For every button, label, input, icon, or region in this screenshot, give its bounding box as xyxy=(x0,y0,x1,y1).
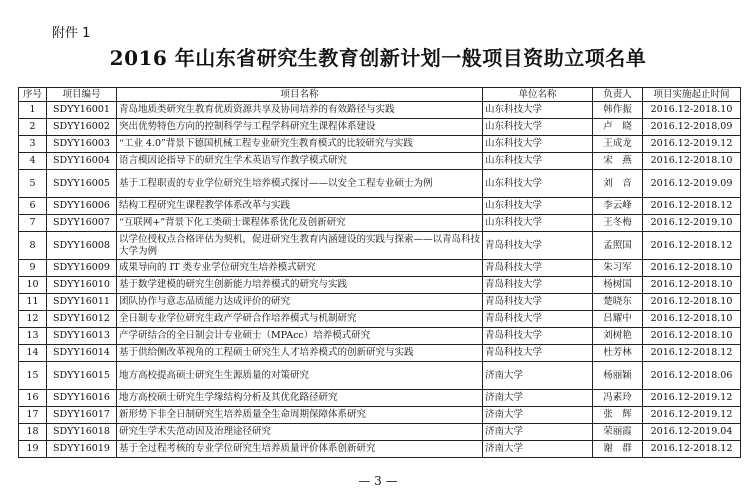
table-row xyxy=(19,119,741,136)
row-index: 8 xyxy=(19,232,47,260)
table-row xyxy=(19,311,741,328)
period: 2016.12-2018.12 xyxy=(643,441,741,458)
project-id: SDYY16007 xyxy=(47,215,117,232)
table-row xyxy=(19,153,741,170)
table-row xyxy=(19,232,741,260)
project-name: 团队协作与意志品质能力达成评价的研究 xyxy=(117,294,483,311)
table-row xyxy=(19,424,741,441)
project-id: SDYY16003 xyxy=(47,136,117,153)
unit-name: 山东科技大学 xyxy=(483,102,593,119)
project-name: 基于全过程考核的专业学位研究生培养质量评价体系创新研究 xyxy=(117,441,483,458)
row-index: 1 xyxy=(19,102,47,119)
leader: 王成龙 xyxy=(593,136,643,153)
project-name: 青岛地质类研究生教育优质资源共享及协同培养的有效路径与实践 xyxy=(117,102,483,119)
header-project-name: 项目名称 xyxy=(117,88,483,102)
row-index: 15 xyxy=(19,362,47,390)
project-id: SDYY16002 xyxy=(47,119,117,136)
period: 2016.12-2019.09 xyxy=(643,170,741,198)
project-name: 新形势下非全日制研究生培养质量全生命周期保障体系研究 xyxy=(117,407,483,424)
project-name: 全日制专业学位研究生政产学研合作培养模式与机制研究 xyxy=(117,311,483,328)
table-row xyxy=(19,102,741,119)
row-index: 19 xyxy=(19,441,47,458)
unit-name: 青岛科技大学 xyxy=(483,260,593,277)
table-row xyxy=(19,407,741,424)
unit-name: 山东科技大学 xyxy=(483,215,593,232)
row-index: 10 xyxy=(19,277,47,294)
leader: 卢 晓 xyxy=(593,119,643,136)
unit-name: 济南大学 xyxy=(483,390,593,407)
project-name: 突出优势特色方向的控制科学与工程学科研究生课程体系建设 xyxy=(117,119,483,136)
header-index: 序号 xyxy=(19,88,47,102)
period: 2016.12-2018.10 xyxy=(643,328,741,345)
unit-name: 济南大学 xyxy=(483,362,593,390)
unit-name: 山东科技大学 xyxy=(483,170,593,198)
project-id: SDYY16016 xyxy=(47,390,117,407)
table-row xyxy=(19,328,741,345)
table-row xyxy=(19,362,741,390)
project-name: 基于数学建模的研究生创新能力培养模式的研究与实践 xyxy=(117,277,483,294)
project-name: “工业 4.0”背景下德国机械工程专业研究生教育模式的比较研究与实践 xyxy=(117,136,483,153)
period: 2016.12-2018.09 xyxy=(643,119,741,136)
row-index: 2 xyxy=(19,119,47,136)
project-name: 地方高校硕士研究生学缘结构分析及其优化路径研究 xyxy=(117,390,483,407)
project-name: 地方高校提高硕士研究生生源质量的对策研究 xyxy=(117,362,483,390)
page-number: — 3 — xyxy=(358,474,398,488)
unit-name: 青岛科技大学 xyxy=(483,311,593,328)
period: 2016.12-2019.12 xyxy=(643,407,741,424)
row-index: 18 xyxy=(19,424,47,441)
leader: 杨丽颖 xyxy=(593,362,643,390)
period: 2016.12-2018.12 xyxy=(643,345,741,362)
project-id: SDYY16018 xyxy=(47,424,117,441)
project-id: SDYY16010 xyxy=(47,277,117,294)
project-name: 以学位授权点合格评估为契机，促进研究生教育内涵建设的实践与探索——以青岛科技大学为例 xyxy=(117,232,483,260)
leader: 楚晓东 xyxy=(593,294,643,311)
document-title: 2016 年山东省研究生教育创新计划一般项目资助立项名单 xyxy=(109,46,647,70)
row-index: 14 xyxy=(19,345,47,362)
project-id: SDYY16008 xyxy=(47,232,117,260)
period: 2016.12-2018.10 xyxy=(643,102,741,119)
row-index: 11 xyxy=(19,294,47,311)
header-period: 项目实施起止时间 xyxy=(643,88,741,102)
leader: 谢 群 xyxy=(593,441,643,458)
project-id: SDYY16004 xyxy=(47,153,117,170)
row-index: 6 xyxy=(19,198,47,215)
leader: 张 辉 xyxy=(593,407,643,424)
row-index: 3 xyxy=(19,136,47,153)
row-index: 13 xyxy=(19,328,47,345)
row-index: 4 xyxy=(19,153,47,170)
leader: 刘树艳 xyxy=(593,328,643,345)
unit-name: 济南大学 xyxy=(483,441,593,458)
project-name: 结构工程研究生课程教学体系改革与实践 xyxy=(117,198,483,215)
leader: 宋 燕 xyxy=(593,153,643,170)
leader: 吕耀中 xyxy=(593,311,643,328)
project-id: SDYY16001 xyxy=(47,102,117,119)
table-row xyxy=(19,277,741,294)
project-id: SDYY16017 xyxy=(47,407,117,424)
unit-name: 青岛科技大学 xyxy=(483,232,593,260)
project-id: SDYY16006 xyxy=(47,198,117,215)
header-project-id: 项目编号 xyxy=(47,88,117,102)
leader: 朱习军 xyxy=(593,260,643,277)
leader: 杜芳林 xyxy=(593,345,643,362)
header-leader: 负责人 xyxy=(593,88,643,102)
period: 2016.12-2019.12 xyxy=(643,390,741,407)
header-unit: 单位名称 xyxy=(483,88,593,102)
table-row xyxy=(19,136,741,153)
attachment-label: 附件 1 xyxy=(52,26,91,41)
leader: 杨树国 xyxy=(593,277,643,294)
table-header-row xyxy=(19,88,741,102)
project-name: “互联网+”背景下化工类硕士课程体系优化及创新研究 xyxy=(117,215,483,232)
project-id: SDYY16015 xyxy=(47,362,117,390)
project-name: 研究生学术失范动因及治理途径研究 xyxy=(117,424,483,441)
leader: 孟照国 xyxy=(593,232,643,260)
unit-name: 山东科技大学 xyxy=(483,119,593,136)
unit-name: 济南大学 xyxy=(483,407,593,424)
project-name: 基于供给侧改革视角的工程硕士研究生人才培养模式的创新研究与实践 xyxy=(117,345,483,362)
leader: 李云峰 xyxy=(593,198,643,215)
leader: 刘 音 xyxy=(593,170,643,198)
project-name: 成果导向的 IT 类专业学位研究生培养模式研究 xyxy=(117,260,483,277)
unit-name: 山东科技大学 xyxy=(483,198,593,215)
project-name: 语言模因论指导下的研究生学术英语写作教学模式研究 xyxy=(117,153,483,170)
period: 2016.12-2018.06 xyxy=(643,362,741,390)
project-id: SDYY16005 xyxy=(47,170,117,198)
period: 2016.12-2019.12 xyxy=(643,136,741,153)
period: 2016.12-2018.10 xyxy=(643,277,741,294)
unit-name: 山东科技大学 xyxy=(483,136,593,153)
row-index: 7 xyxy=(19,215,47,232)
unit-name: 青岛科技大学 xyxy=(483,345,593,362)
project-id: SDYY16013 xyxy=(47,328,117,345)
unit-name: 济南大学 xyxy=(483,424,593,441)
period: 2016.12-2018.12 xyxy=(643,198,741,215)
row-index: 9 xyxy=(19,260,47,277)
period: 2016.12-2018.12 xyxy=(643,232,741,260)
row-index: 17 xyxy=(19,407,47,424)
project-id: SDYY16019 xyxy=(47,441,117,458)
table-row xyxy=(19,198,741,215)
unit-name: 青岛科技大学 xyxy=(483,294,593,311)
table-row xyxy=(19,294,741,311)
leader: 王冬梅 xyxy=(593,215,643,232)
unit-name: 青岛科技大学 xyxy=(483,328,593,345)
table-row xyxy=(19,260,741,277)
period: 2016.12-2019.10 xyxy=(643,215,741,232)
project-table xyxy=(18,87,741,458)
leader: 荣丽霞 xyxy=(593,424,643,441)
unit-name: 青岛科技大学 xyxy=(483,277,593,294)
row-index: 5 xyxy=(19,170,47,198)
table-row xyxy=(19,390,741,407)
project-id: SDYY16014 xyxy=(47,345,117,362)
period: 2016.12-2019.04 xyxy=(643,424,741,441)
row-index: 12 xyxy=(19,311,47,328)
project-id: SDYY16009 xyxy=(47,260,117,277)
period: 2016.12-2018.10 xyxy=(643,294,741,311)
project-name: 产学研结合的全日制会计专业硕士（MPAcc）培养模式研究 xyxy=(117,328,483,345)
period: 2016.12-2018.10 xyxy=(643,260,741,277)
unit-name: 山东科技大学 xyxy=(483,153,593,170)
table-row xyxy=(19,170,741,198)
leader: 韩作振 xyxy=(593,102,643,119)
table-row xyxy=(19,441,741,458)
project-id: SDYY16012 xyxy=(47,311,117,328)
leader: 冯素玲 xyxy=(593,390,643,407)
table-row xyxy=(19,345,741,362)
project-id: SDYY16011 xyxy=(47,294,117,311)
table-row xyxy=(19,215,741,232)
period: 2016.12-2018.10 xyxy=(643,311,741,328)
project-name: 基于工程职责的专业学位研究生培养模式探讨——以安全工程专业硕士为例 xyxy=(117,170,483,198)
period: 2016.12-2018.10 xyxy=(643,153,741,170)
row-index: 16 xyxy=(19,390,47,407)
